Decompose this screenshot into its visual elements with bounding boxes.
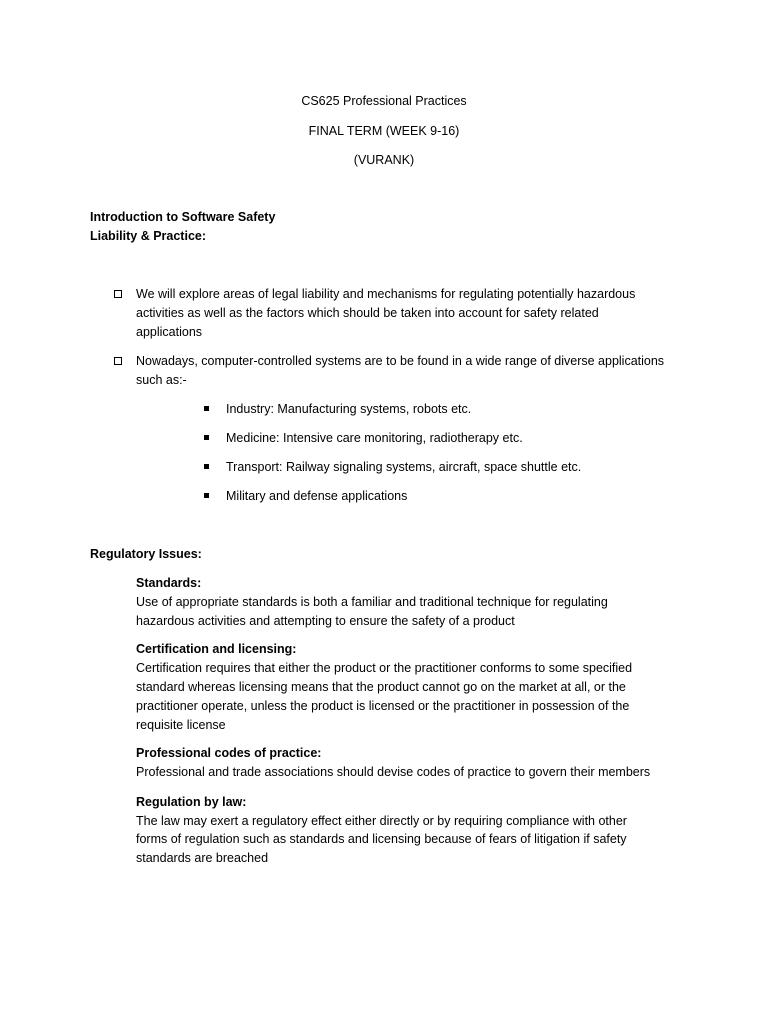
law-line-1: The law may exert a regulatory effect either directly or by requiring compliance with other: [136, 814, 627, 828]
subheading-regulation-law: Regulation by law:: [136, 795, 247, 809]
section-title-intro: Introduction to Software Safety: [90, 210, 276, 224]
subheading-standards: Standards:: [136, 576, 202, 590]
checkbox-item-1-line-2: activities as well as the factors which should be taken into account for safety related: [136, 306, 599, 320]
bullet-item-military: Military and defense applications: [226, 489, 408, 503]
subheading-codes: Professional codes of practice:: [136, 746, 322, 760]
codes-line-1: Professional and trade associations should devise codes of practice to govern their members: [136, 765, 651, 779]
certification-line-1: Certification requires that either the product or the practitioner conforms to some specified: [136, 661, 633, 675]
author-label: (VURANK): [353, 153, 415, 167]
bullet-item-medicine: Medicine: Intensive care monitoring, radiotherapy etc.: [226, 431, 523, 445]
certification-line-4: requisite license: [136, 718, 226, 732]
square-bullet-icon: [204, 406, 209, 411]
term-title: FINAL TERM (WEEK 9-16): [308, 124, 460, 138]
law-line-3: standards are breached: [136, 851, 269, 865]
checkbox-bullet-icon: [114, 290, 122, 298]
square-bullet-icon: [204, 493, 209, 498]
square-bullet-icon: [204, 435, 209, 440]
certification-line-3: practitioner operate, unless the product is licensed or the practitioner in possession of the: [136, 699, 630, 713]
standards-line-2: hazardous activities and attempting to ensure the safety of a product: [136, 614, 515, 628]
subheading-certification: Certification and licensing:: [136, 642, 297, 656]
checkbox-item-1-line-1: We will explore areas of legal liability and mechanisms for regulating potentially hazardous: [136, 287, 636, 301]
square-bullet-icon: [204, 464, 209, 469]
law-line-2: forms of regulation such as standards and licensing because of fears of litigation if safety: [136, 832, 627, 846]
standards-line-1: Use of appropriate standards is both a familiar and traditional technique for regulating: [136, 595, 608, 609]
checkbox-item-1-line-3: applications: [136, 325, 203, 339]
course-title: CS625 Professional Practices: [301, 94, 467, 108]
section-title-regulatory: Regulatory Issues:: [90, 547, 202, 561]
checkbox-bullet-icon: [114, 357, 122, 365]
checkbox-item-2-line-1: Nowadays, computer-controlled systems are to be found in a wide range of diverse applications: [136, 354, 665, 368]
bullet-item-industry: Industry: Manufacturing systems, robots etc.: [226, 402, 472, 416]
certification-line-2: standard whereas licensing means that the product cannot go on the market at all, or the: [136, 680, 626, 694]
section-title-liability: Liability & Practice:: [90, 229, 207, 243]
bullet-item-transport: Transport: Railway signaling systems, aircraft, space shuttle etc.: [226, 460, 582, 474]
checkbox-item-2-line-2: such as:-: [136, 373, 187, 387]
